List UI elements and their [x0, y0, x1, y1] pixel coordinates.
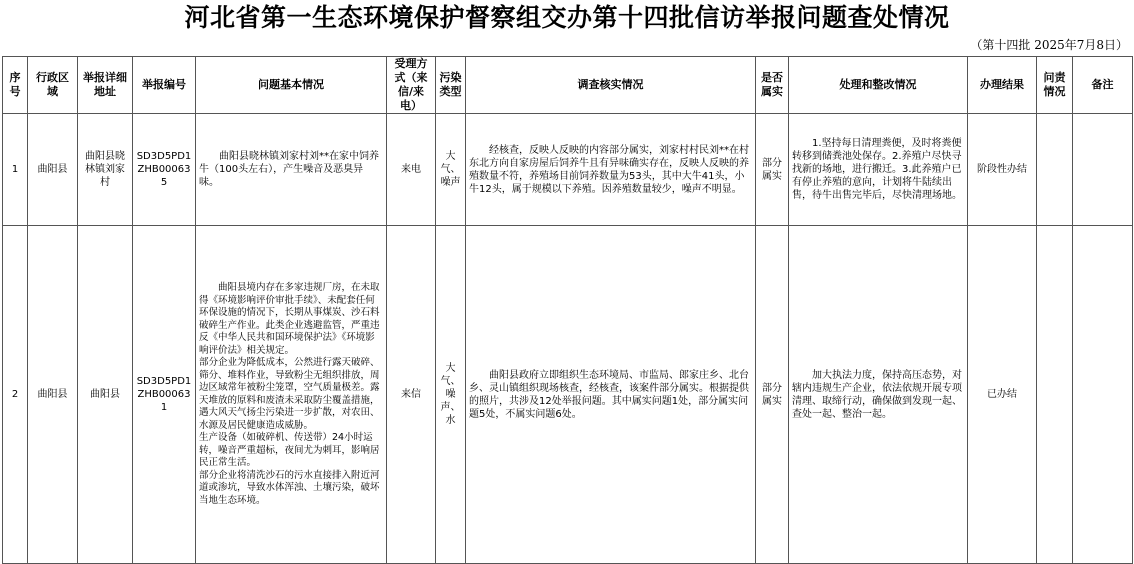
table-row: [3, 114, 1133, 226]
header-result: 办理结果: [968, 57, 1037, 114]
header-method: 受理方式（来信/来电）: [387, 57, 436, 114]
header-address: 举报详细地址: [78, 57, 133, 114]
cell-pollution: 大气、噪声: [436, 114, 466, 226]
cell-region: 曲阳县: [28, 114, 78, 226]
cell-remark: [1073, 226, 1133, 564]
cell-issue: 曲阳县晓林镇刘家村刘**在家中饲养牛（100头左右），产生噪音及恶臭异味。: [196, 114, 387, 226]
batch-date: （第十四批 2025年7月8日）: [970, 38, 1128, 52]
cell-verified: 部分属实: [756, 114, 789, 226]
page-title: 河北省第一生态环境保护督察组交办第十四批信访举报问题查处情况: [184, 3, 950, 32]
cell-address: 曲阳县晓林镇刘家村: [78, 114, 133, 226]
cell-handling: 加大执法力度，保持高压态势，对辖内违规生产企业，依法依规开展专项清理、取缔行动，确保做到发现一起、查处一起、整治一起。: [789, 226, 968, 564]
cell-method: 来电: [387, 114, 436, 226]
cell-pollution: 大气、噪声、水: [436, 226, 466, 564]
cell-investigation: 曲阳县政府立即组织生态环境局、市监局、郎家庄乡、北台乡、灵山镇组织现场核查，经核查，该案件部分属实。根据提供的照片，共涉及12处举报问题。其中属实问题1处，部分属实问题5处，不属实问题6处。: [466, 226, 756, 564]
cell-no: 2: [3, 226, 28, 564]
cell-code: SD3D5PD1ZHB000635: [133, 114, 196, 226]
header-accountability: 问责情况: [1037, 57, 1073, 114]
header-issue: 问题基本情况: [196, 57, 387, 114]
header-row: [3, 57, 1133, 114]
header-code: 举报编号: [133, 57, 196, 114]
cell-no: 1: [3, 114, 28, 226]
header-verified: 是否属实: [756, 57, 789, 114]
cell-method: 来信: [387, 226, 436, 564]
header-investigation: 调查核实情况: [466, 57, 756, 114]
cell-address: 曲阳县: [78, 226, 133, 564]
cell-verified: 部分属实: [756, 226, 789, 564]
header-pollution: 污染类型: [436, 57, 466, 114]
cell-issue: 曲阳县境内存在多家违规厂房，在未取得《环境影响评价审批手续》、未配套任何环保设施的情况下，长期从事煤炭、沙石料破碎生产作业。此类企业逃避监管，严重违反《中华人民共和国环境保护法》《环境影响评价法》相关规定。 部分企业为降低成本，公然进行露天破碎、筛分、堆料作业，导致粉尘无组织排放，周边区域常年被粉尘笼罩，空气质量极差。露天堆放的原料和废渣未采取防尘覆盖措施，遇大风天气扬尘污染进一步扩散，对农田、水源及居民健康造成威胁。 生产设备（如破碎机、传送带）24小时运转，噪音严重超标，夜间尤为刺耳，影响居民正常生活。 部分企业将清洗沙石的污水直接排入附近河道或渗坑，导致水体浑浊、土壤污染，破坏当地生态环境。: [196, 226, 387, 564]
header-remark: 备注: [1073, 57, 1133, 114]
table-row: [3, 226, 1133, 564]
complaint-table: [2, 56, 1133, 564]
cell-remark: [1073, 114, 1133, 226]
cell-result: 已办结: [968, 226, 1037, 564]
header-handling: 处理和整改情况: [789, 57, 968, 114]
cell-region: 曲阳县: [28, 226, 78, 564]
cell-accountability: [1037, 114, 1073, 226]
cell-handling: 1.坚持每日清理粪便，及时将粪便转移到储粪池处保存。2.养殖户尽快寻找新的场地，进行搬迁。3.此养殖户已有停止养殖的意向，计划将牛陆续出售，待牛出售完毕后，尽快清理场地。: [789, 114, 968, 226]
cell-code: SD3D5PD1ZHB000631: [133, 226, 196, 564]
cell-result: 阶段性办结: [968, 114, 1037, 226]
header-no: 序号: [3, 57, 28, 114]
cell-accountability: [1037, 226, 1073, 564]
header-region: 行政区域: [28, 57, 78, 114]
cell-investigation: 经核查，反映人反映的内容部分属实，刘家村村民刘**在村东北方向自家房屋后饲养牛且有异味确实存在，反映人反映的养殖数量不符，养殖场目前饲养数量为53头，其中大牛41头，小牛12头，属于规模以下养殖。因养殖数量较少，噪声不明显。: [466, 114, 756, 226]
